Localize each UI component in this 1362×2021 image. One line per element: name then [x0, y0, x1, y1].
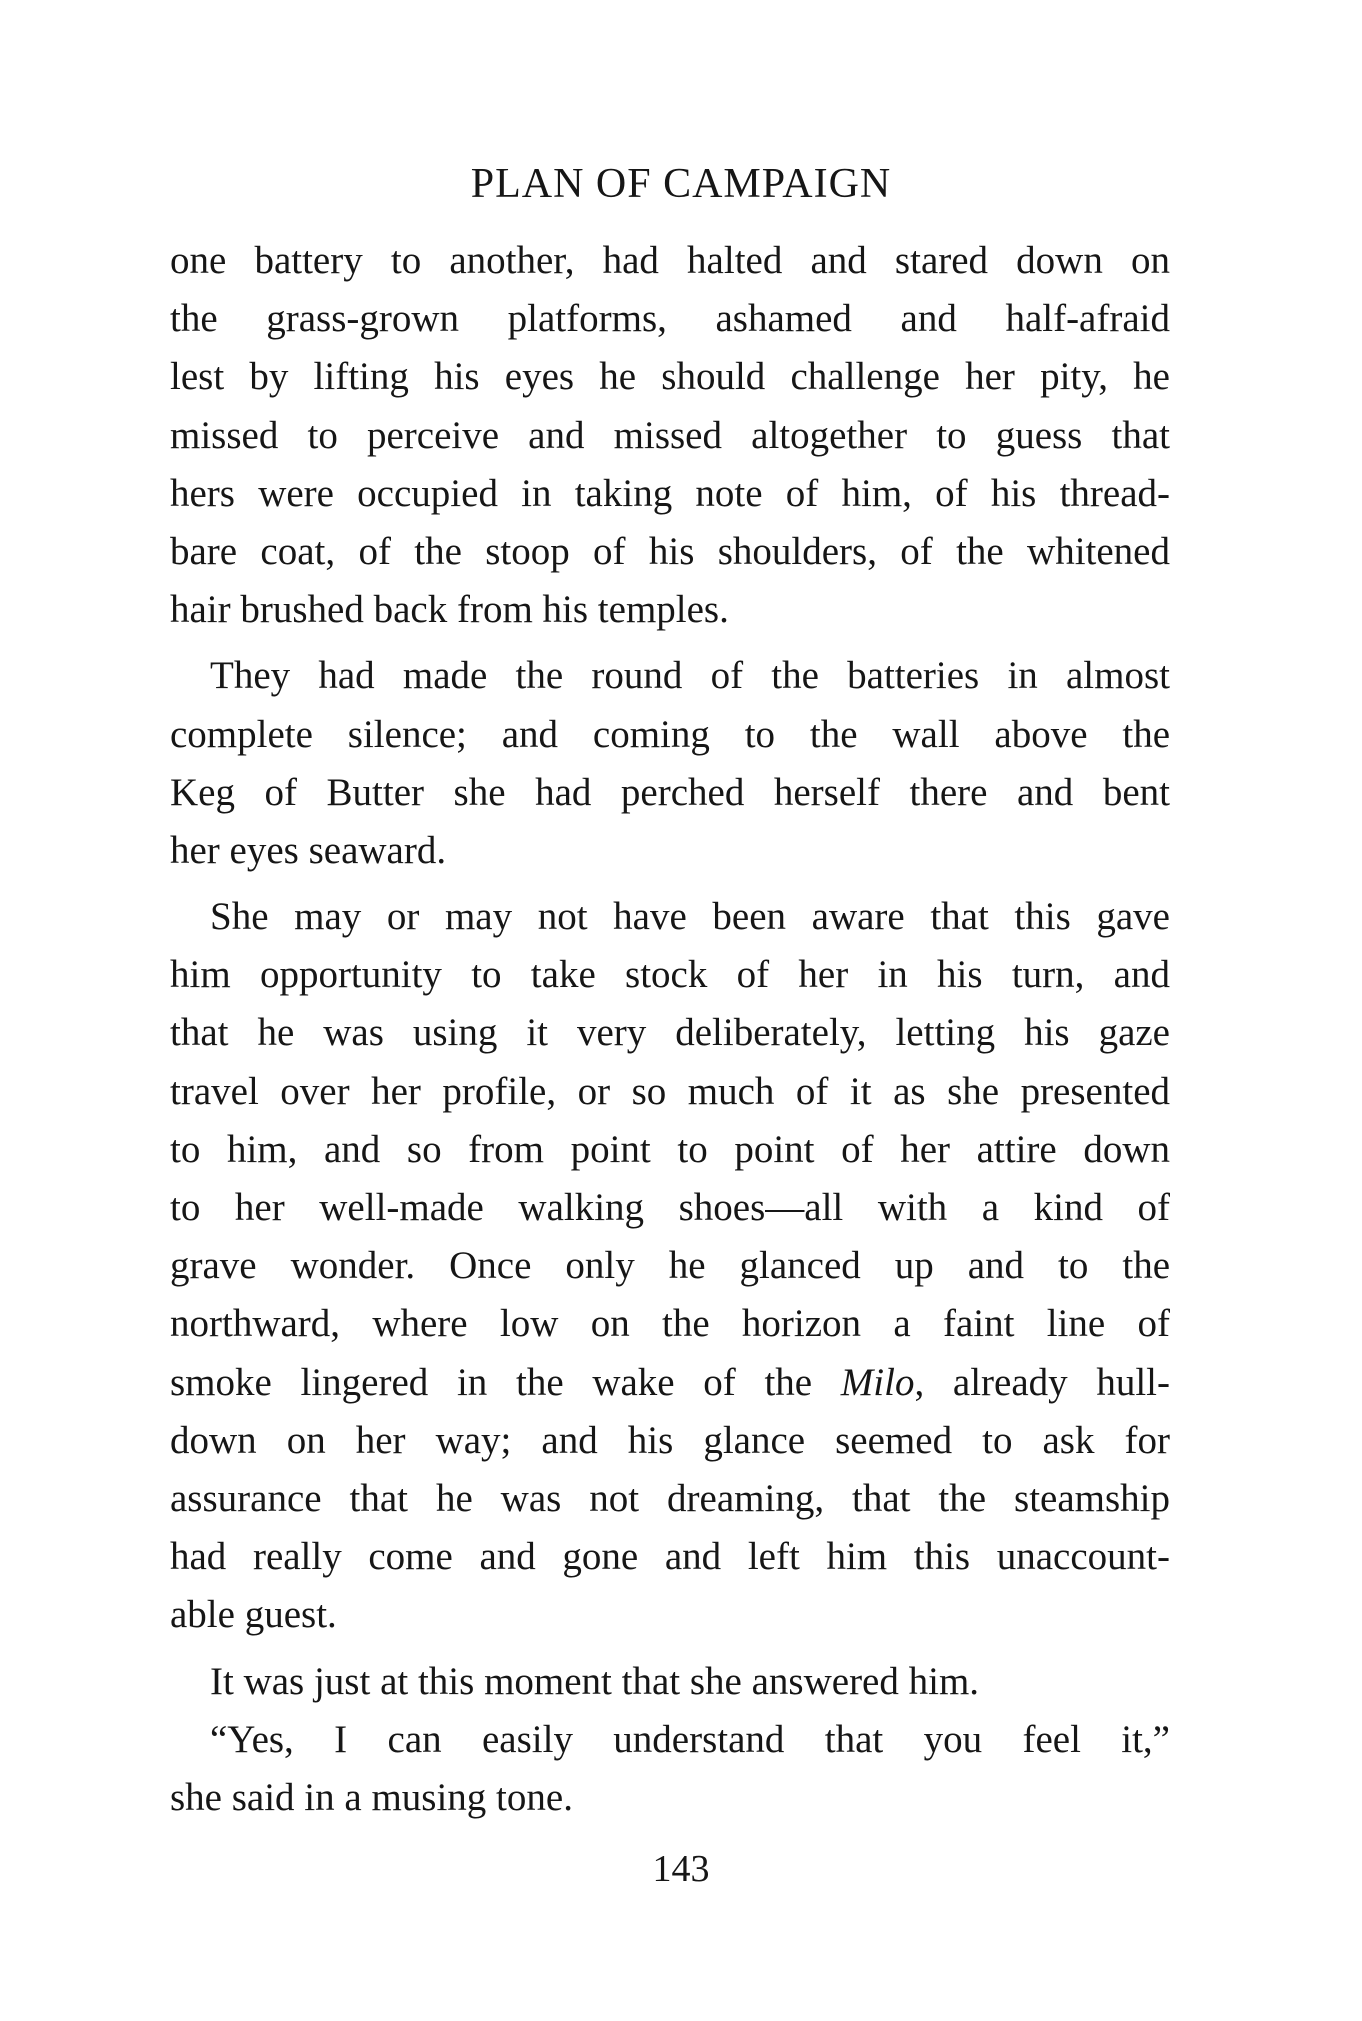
text-line: she said in a musing tone. [170, 1775, 573, 1819]
ship-name: Milo [840, 1360, 915, 1404]
text-line: hers were occupied in taking note of him, of his thread- [170, 471, 1170, 515]
text-line: hair brushed back from his temples. [170, 588, 729, 632]
text-line: northward, where low on the horizon a faint line of [170, 1302, 1170, 1346]
text-line: travel over her profile, or so much of it as she presented [170, 1069, 1170, 1113]
text-line: grave wonder. Once only he glanced up and to the [170, 1244, 1170, 1288]
text-line: him opportunity to take stock of her in his turn, and [170, 953, 1170, 997]
text-line: lest by lifting his eyes he should challenge her pity, he [170, 355, 1170, 399]
paragraph-4 [170, 1653, 1170, 1711]
text-line: missed to perceive and missed altogether to guess that [170, 413, 1170, 457]
body-text [170, 232, 1170, 1827]
text-line: to her well-made walking shoes—all with a kind of [170, 1186, 1170, 1229]
text-line: complete silence; and coming to the wall above the [170, 712, 1170, 756]
text-segment: smoke lingered in the wake of the [170, 1360, 813, 1404]
text-line: the grass-grown platforms, ashamed and half-afraid [170, 297, 1170, 341]
text-line: to him, and so from point to point of her attire down [170, 1127, 1170, 1171]
text-line: her eyes seaward. [170, 828, 447, 872]
text-line: able guest. [170, 1593, 337, 1637]
text-line: “Yes, I can easily understand that you feel it,” [210, 1717, 1170, 1761]
paragraph-3 [170, 888, 1170, 1644]
text-line: Keg of Butter she had perched herself there and bent [170, 770, 1170, 814]
paragraph-2 [170, 647, 1170, 880]
text-segment: , already hull- [914, 1360, 1170, 1404]
text-line-with-ship-name [170, 1354, 1170, 1412]
text-line: They had made the round of the batteries in almost [210, 654, 1170, 698]
text-line: assurance that he was not dreaming, that the steamship [170, 1476, 1170, 1520]
text-line: It was just at this moment that she answered him. [210, 1659, 980, 1703]
text-line: She may or may not have been aware that this gave [210, 895, 1170, 939]
text-line: down on her way; and his glance seemed to ask for [170, 1418, 1170, 1462]
running-head: PLAN OF CAMPAIGN [470, 161, 892, 207]
text-line: bare coat, of the stoop of his shoulders, of the whitened [170, 529, 1170, 573]
text-line: had really come and gone and left him this unaccount- [170, 1535, 1170, 1579]
paragraph-5 [170, 1711, 1170, 1827]
page-number: 143 [652, 1848, 710, 1890]
paragraph-1 [170, 232, 1170, 639]
text-line: that he was using it very deliberately, letting his gaze [170, 1011, 1170, 1055]
text-line: one battery to another, had halted and stared down on [170, 239, 1170, 282]
